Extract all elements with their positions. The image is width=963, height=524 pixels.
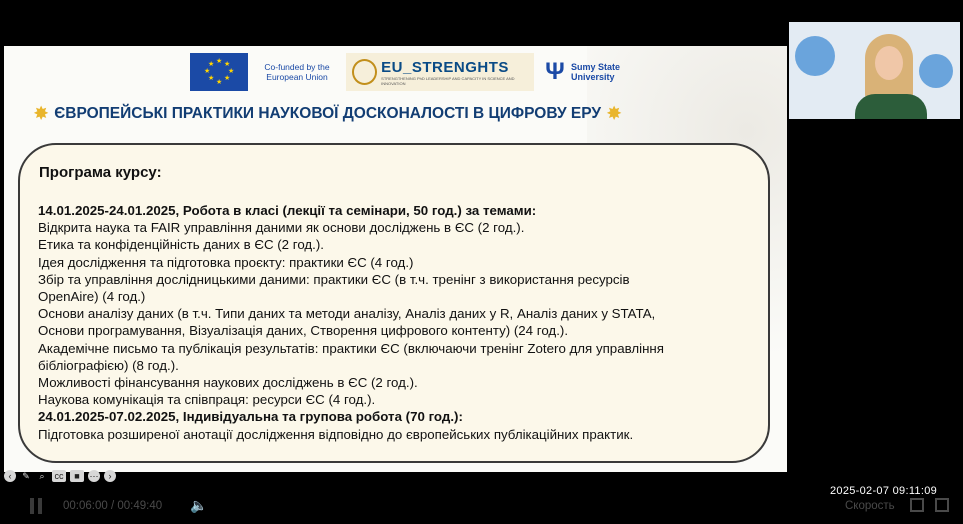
slide-title (34, 104, 734, 124)
program-line: Основи аналізу даних (в т.ч. Типи даних та методи аналізу, Аналіз даних у R, Аналіз даних у STATA, (38, 306, 656, 322)
webcam-overlay (789, 22, 960, 119)
program-line: OpenAire) (4 год.) (38, 289, 146, 305)
annotation-toolbar (4, 470, 116, 482)
presenter-body (855, 94, 927, 119)
background-circle (795, 36, 835, 76)
speed-button[interactable]: Скорость (845, 500, 895, 512)
presenter (861, 32, 921, 119)
program-line: бібліографією) (8 год.). (38, 357, 179, 373)
pen-icon[interactable]: ✎ (22, 471, 30, 481)
background-circle (919, 54, 953, 88)
pause-button[interactable] (30, 498, 44, 514)
star-icon: ✸ (607, 104, 622, 123)
eu-flag-logo: ★ ★ ★ ★ ★ ★ ★ ★ (190, 53, 248, 91)
program-line: Основи програмування, Візуалізація даних, Створення цифрового контенту) (24 год.). (38, 323, 569, 339)
university-name: Sumy State University (571, 62, 621, 82)
program-line: Академічне письмо та публікація результатів: практики ЄС (включаючи тренінг Zotero для управління (38, 340, 664, 356)
program-line: Підготовка розширеної анотації дослідження відповідно до європейських публікаційних практик. (38, 426, 634, 442)
program-line: Можливості фінансування наукових досліджень в ЄС (2 год.). (38, 375, 418, 391)
program-title: Програма курсу: (39, 164, 162, 181)
player-controls (0, 492, 963, 524)
logo-bar (190, 52, 621, 92)
time-separator: / (107, 500, 118, 512)
time-display (63, 500, 162, 512)
program-line: Етика та конфіденційність даних в ЄС (2 год.). (38, 237, 324, 253)
sumy-university-logo (542, 56, 621, 88)
program-line: Ідея дослідження та підготовка проєкту: практики ЄС (4 год.) (38, 254, 414, 270)
university-emblem-icon: Ψ (545, 58, 565, 85)
eu-strengths-logo (346, 53, 534, 91)
fullscreen-button[interactable] (935, 498, 949, 512)
eu-strengths-title: EU_STRENGHTS (381, 58, 509, 76)
program-line: Відкрита наука та FAIR управління даними як основи досліджень в ЄС (2 год.). (38, 220, 525, 236)
pip-button[interactable] (910, 498, 924, 512)
slide-title-text: ЄВРОПЕЙСЬКІ ПРАКТИКИ НАУКОВОЇ ДОСКОНАЛОСТІ В ЦИФРОВУ ЕРУ (54, 105, 602, 122)
forward-icon[interactable]: › (104, 470, 116, 482)
duration: 00:49:40 (117, 500, 163, 512)
presenter-face (875, 46, 903, 80)
camera-icon[interactable]: ■ (70, 470, 84, 482)
program-line: Наукова комунікація та співпраця: ресурси ЄС (4 год.). (38, 392, 376, 408)
program-line: 24.01.2025-07.02.2025, Індивідуальна та групова робота (70 год.): (38, 409, 463, 425)
program-line: 14.01.2025-24.01.2025, Робота в класі (лекції та семінари, 50 год.) за темами: (38, 203, 537, 218)
eu-strengths-subtitle: STRENGTHENING PhD LEADERSHIP AND CAPACITY IN SCIENCE AND INNOVATION (381, 75, 515, 86)
star-icon: ✸ (34, 104, 49, 123)
program-lines (38, 202, 758, 443)
lightbulb-icon (352, 59, 377, 85)
cc-icon[interactable]: cc (52, 470, 66, 482)
cofunded-label: Co-funded by the European Union (264, 62, 330, 82)
search-icon[interactable]: ⌕ (39, 471, 45, 481)
volume-icon[interactable]: 🔈 (190, 497, 208, 513)
more-icon[interactable]: ⋯ (89, 471, 99, 481)
program-line: Збір та управління дослідницькими даними: практики ЄС (в т.ч. тренінг з використання ресурсів (38, 271, 630, 287)
presentation-slide (4, 46, 787, 472)
back-icon[interactable]: ‹ (4, 470, 16, 482)
recording-timestamp: 2025-02-07 09:11:09 (830, 485, 938, 497)
current-time: 00:06:00 (63, 500, 108, 512)
